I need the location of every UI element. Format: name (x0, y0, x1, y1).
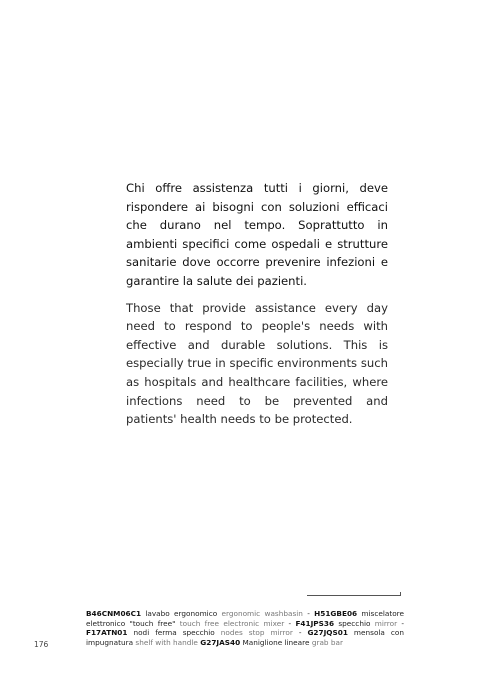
caption-en: grab bar (311, 637, 343, 647)
caption-item (295, 619, 404, 628)
caption-en: shelf with handle (135, 637, 198, 647)
caption-item (86, 609, 314, 618)
caption-it: Maniglione lineare (242, 637, 310, 647)
caption-it: lavabo ergonomico (145, 609, 218, 618)
caption-en: ergonomic washbasin (221, 609, 303, 618)
caption-sep: - (397, 618, 405, 628)
intro-text (126, 179, 388, 429)
product-caption (86, 609, 404, 647)
caption-it: specchio (338, 618, 371, 628)
caption-en: touch free electronic mixer (179, 618, 285, 628)
intro-italian: Chi offre assistenza tutti i giorni, deve rispondere ai bisogni con soluzioni efficaci che durano nel tempo. Soprattutto in ambienti specifici come ospedali e strutture sanitarie dove occorre prevenire infezioni e garantire la salute dei pazienti. (126, 181, 388, 288)
caption-it: mensola con impugnatura (86, 628, 404, 647)
caption-it: nodi ferma specchio (133, 628, 215, 637)
caption-item (86, 628, 307, 637)
product-code: G27JAS40 (200, 637, 241, 647)
caption-sep: - (284, 618, 296, 628)
product-code: B46CNM06C1 (86, 609, 142, 618)
product-code: G27JQS01 (307, 628, 348, 637)
page-number: 176 (34, 640, 49, 649)
caption-divider-tick (400, 592, 401, 596)
product-code: F17ATN01 (86, 628, 128, 637)
caption-it: miscelatore elettronico "touch free" (86, 609, 405, 628)
caption-en: mirror (374, 618, 398, 628)
caption-sep: - (302, 609, 315, 618)
caption-divider (307, 595, 400, 596)
caption-item (200, 638, 343, 647)
product-code: F41JPS36 (295, 618, 335, 628)
product-code: H51GBE06 (314, 609, 358, 618)
caption-sep: - (292, 628, 308, 637)
caption-en: nodes stop mirror (220, 628, 293, 637)
intro-english: Those that provide assistance every day need to respond to people's needs with effective and durable solutions. This is especially true in specific environments such as hospitals and healthcare facilities, where infections need to be prevented and patients' health needs to be protected. (126, 300, 388, 427)
